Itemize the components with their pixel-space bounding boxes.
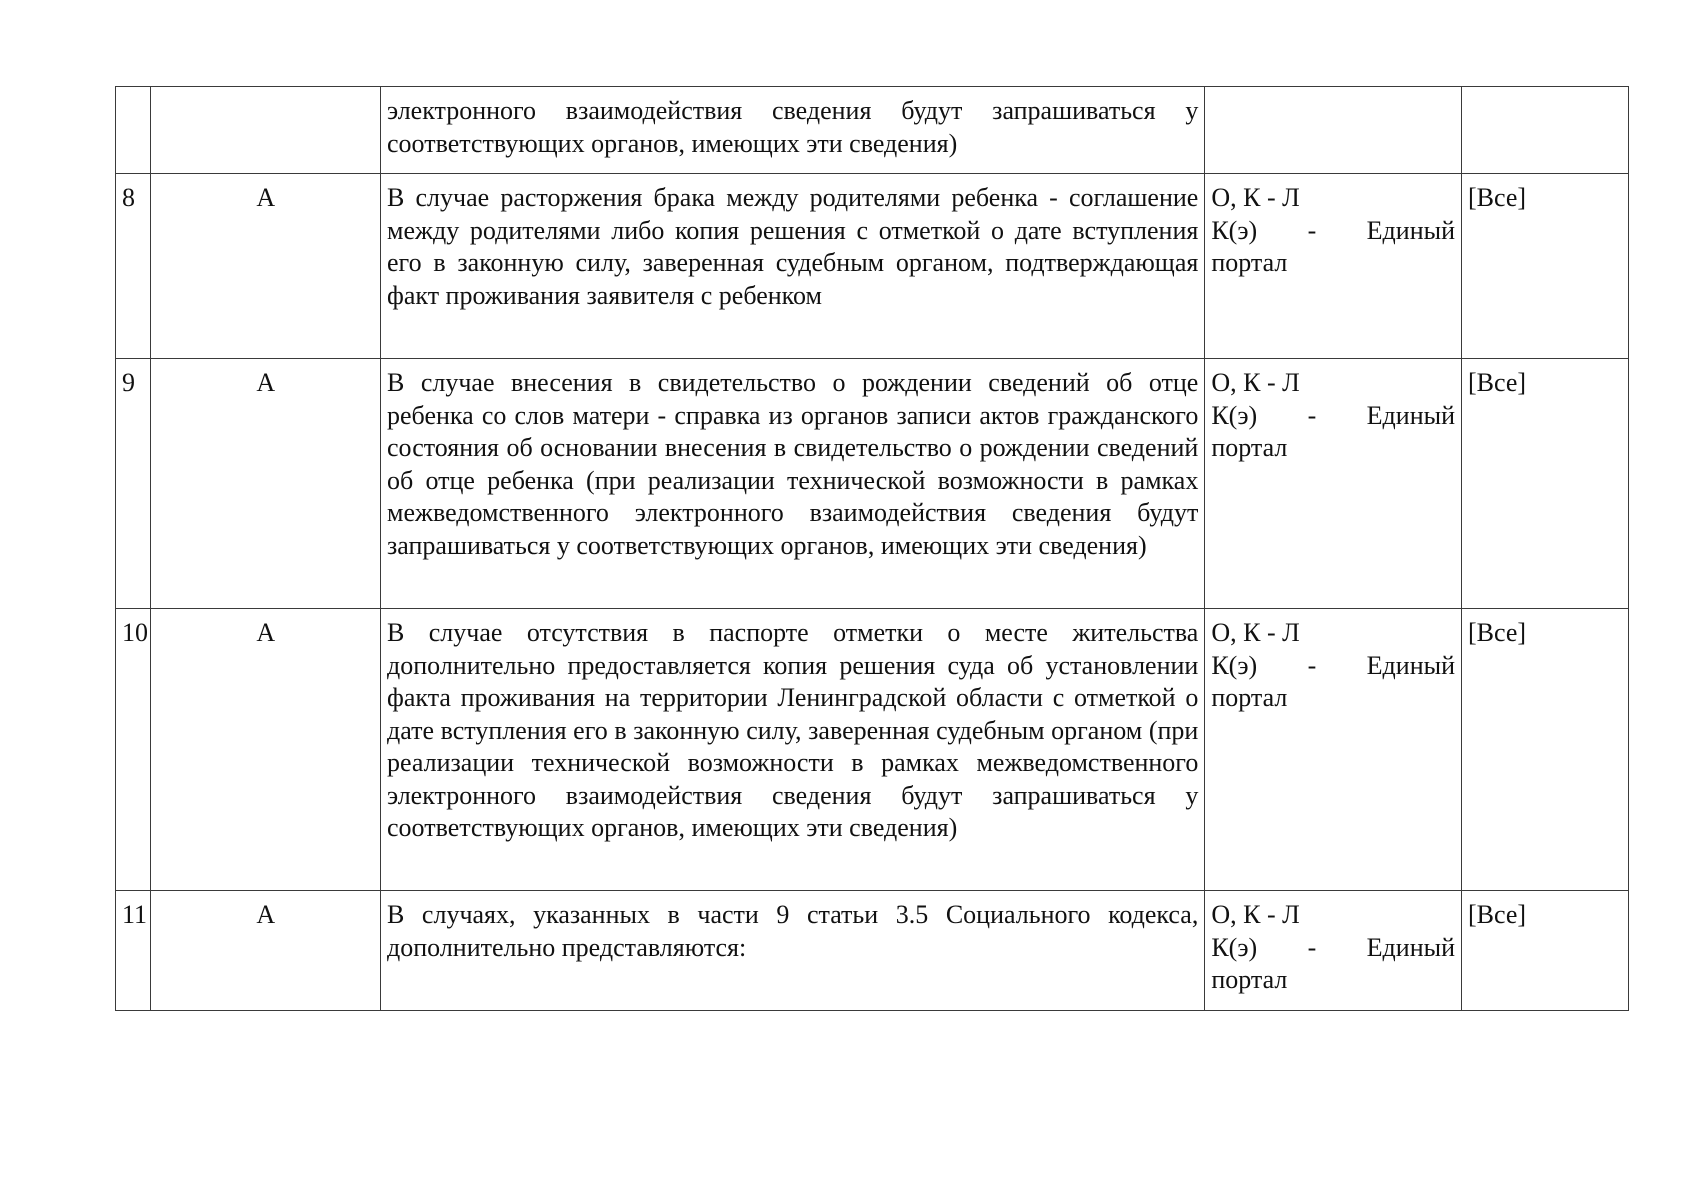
- row-applicants: [Все]: [1462, 891, 1629, 1011]
- row-applicants: [1462, 87, 1629, 174]
- row-applicants: [Все]: [1462, 359, 1629, 609]
- row-number: [116, 87, 151, 174]
- form-line-2: [1211, 400, 1455, 433]
- form-line-1: О, К - Л: [1211, 618, 1300, 647]
- row-form: [1205, 174, 1462, 359]
- form-line-1: О, К - Л: [1211, 183, 1300, 212]
- row-category: А: [151, 609, 381, 891]
- row-description-text: электронного взаимодействия сведения будут запрашиваться у соответствующих органов, имеющих эти сведения): [387, 96, 1199, 158]
- form-line-2: [1211, 215, 1455, 248]
- row-description-text: В случае расторжения брака между родителями ребенка - соглашение между родителями либо копия решения с отметкой о дате вступления его в законную силу, заверенная судебным органом, подтверждающая факт проживания заявителя с ребенком: [387, 183, 1199, 310]
- form-line-3: портал: [1211, 683, 1288, 712]
- row-form: [1205, 891, 1462, 1011]
- form-line-1: О, К - Л: [1211, 368, 1300, 397]
- form-line-3: портал: [1211, 965, 1288, 994]
- row-form: [1205, 87, 1462, 174]
- form-unified: Единый: [1366, 400, 1455, 430]
- table-row: [116, 174, 1629, 359]
- row-description: [381, 87, 1205, 174]
- row-description-text: В случаях, указанных в части 9 статьи 3.5 Социального кодекса, дополнительно представляются:: [387, 900, 1199, 962]
- table-row: [116, 891, 1629, 1011]
- row-category: А: [151, 174, 381, 359]
- row-number: 8: [116, 174, 151, 359]
- form-line-2: [1211, 650, 1455, 683]
- form-line-3: портал: [1211, 248, 1288, 277]
- row-description: [381, 891, 1205, 1011]
- table-row: [116, 87, 1629, 174]
- row-description-text: В случае отсутствия в паспорте отметки о месте жительства дополнительно предоставляется копия решения суда об установлении факта проживания на территории Ленинградской области с отметкой о дате вступления его в законную силу, заверенная судебным органом (при реализации технической возможности в рамках межведомственного электронного взаимодействия сведения будут запрашиваться у соответствующих органов, имеющих эти сведения): [387, 618, 1199, 842]
- form-electronic: К(э): [1211, 215, 1258, 245]
- row-number: 9: [116, 359, 151, 609]
- documents-table: [115, 86, 1629, 1011]
- form-dash: -: [1307, 932, 1317, 962]
- form-unified: Единый: [1366, 215, 1455, 245]
- row-form: [1205, 359, 1462, 609]
- form-electronic: К(э): [1211, 932, 1258, 962]
- form-line-2: [1211, 932, 1455, 965]
- row-description: [381, 609, 1205, 891]
- form-electronic: К(э): [1211, 400, 1258, 430]
- form-dash: -: [1307, 215, 1317, 245]
- form-electronic: К(э): [1211, 650, 1258, 680]
- form-unified: Единый: [1366, 932, 1455, 962]
- row-applicants: [Все]: [1462, 174, 1629, 359]
- form-dash: -: [1307, 400, 1317, 430]
- row-form: [1205, 609, 1462, 891]
- form-line-1: О, К - Л: [1211, 900, 1300, 929]
- row-category: А: [151, 891, 381, 1011]
- form-unified: Единый: [1366, 650, 1455, 680]
- row-number: 10: [116, 609, 151, 891]
- row-description: [381, 174, 1205, 359]
- table-row: [116, 609, 1629, 891]
- row-description-text: В случае внесения в свидетельство о рождении сведений об отце ребенка со слов матери - справка из органов записи актов гражданского состояния об основании внесения в свидетельство о рождении сведений об отце ребенка (при реализации технической возможности в рамках межведомственного электронного взаимодействия сведения будут запрашиваться у соответствующих органов, имеющих эти сведения): [387, 368, 1199, 560]
- row-category: [151, 87, 381, 174]
- row-applicants: [Все]: [1462, 609, 1629, 891]
- row-category: А: [151, 359, 381, 609]
- form-dash: -: [1307, 650, 1317, 680]
- row-number: 11: [116, 891, 151, 1011]
- row-description: [381, 359, 1205, 609]
- form-line-3: портал: [1211, 433, 1288, 462]
- table-row: [116, 359, 1629, 609]
